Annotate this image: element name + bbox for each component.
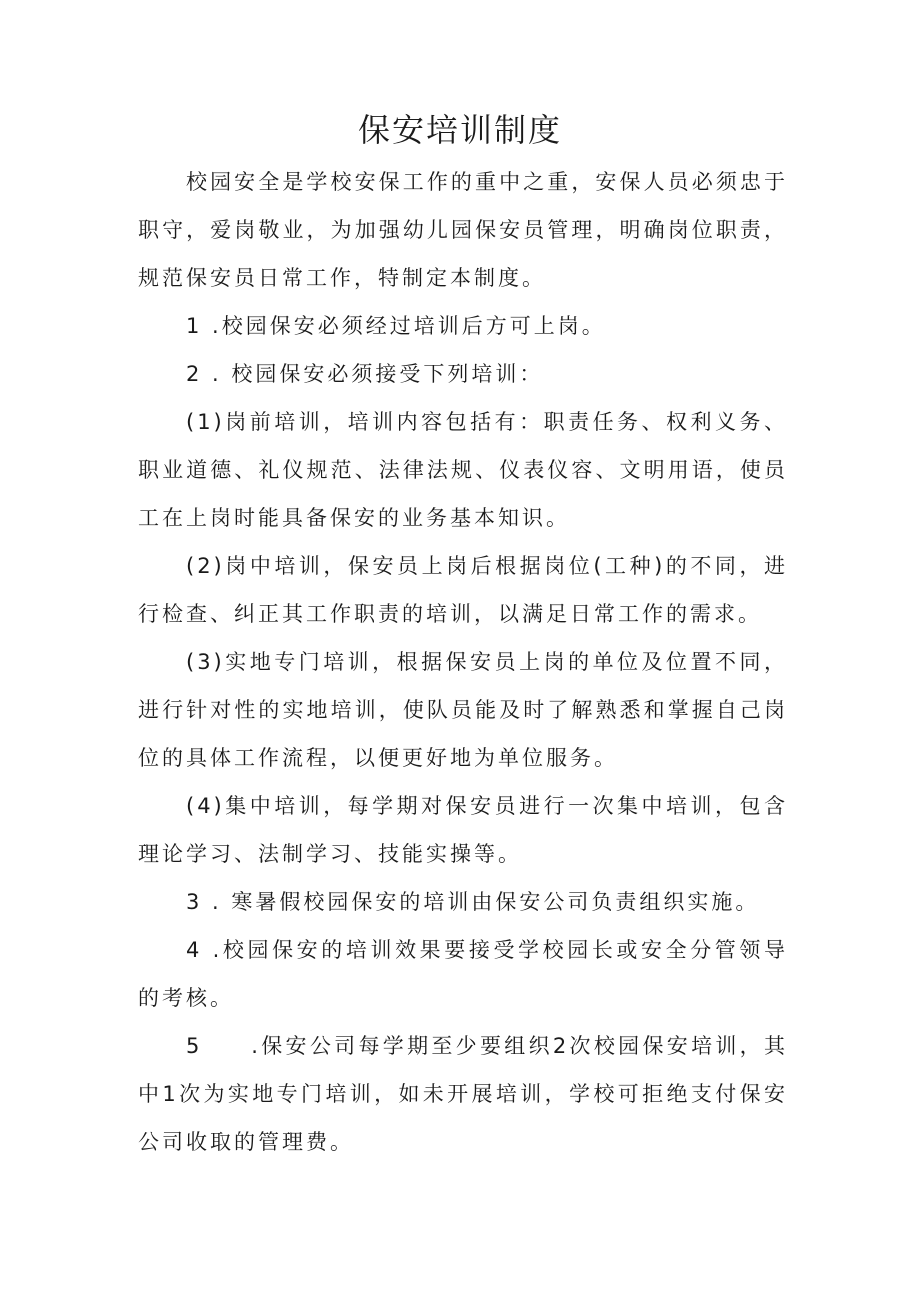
document-body [138,158,788,1166]
intro-paragraph: 校园安全是学校安保工作的重中之重，安保人员必须忠于职守，爱岗敬业，为加强幼儿园保安员管理，明确岗位职责，规范保安员日常工作，特制定本制度。 [138,170,788,290]
page-title: 保安培训制度 [357,111,562,149]
rule-4: 4 .校园保安的培训效果要接受学校园长或安全分管领导的考核。 [138,938,788,1010]
rule-2-item-2: (2)岗中培训，保安员上岗后根据岗位(工种)的不同，进行检查、纠正其工作职责的培训，以满足日常工作的需求。 [138,554,788,626]
rule-3: 3 . 寒暑假校园保安的培训由保安公司负责组织实施。 [186,890,760,914]
rule-2-item-1: (1)岗前培训，培训内容包括有：职责任务、权利义务、职业道德、礼仪规范、法律法规、仪表仪容、文明用语，使员工在上岗时能具备保安的业务基本知识。 [138,410,788,530]
rule-2-item-3: (3)实地专门培训，根据保安员上岗的单位及位置不同，进行针对性的实地培训，使队员能及时了解熟悉和掌握自己岗位的具体工作流程，以便更好地为单位服务。 [138,650,788,770]
rule-5: 5 .保安公司每学期至少要组织2次校园保安培训，其中1次为实地专门培训，如未开展培训，学校可拒绝支付保安公司收取的管理费。 [138,1034,788,1154]
rule-2-item-4: (4)集中培训，每学期对保安员进行一次集中培训，包含理论学习、法制学习、技能实操等。 [138,794,788,866]
rule-2: 2 . 校园保安必须接受下列培训： [186,362,544,386]
rule-1: 1 .校园保安必须经过培训后方可上岗。 [186,314,606,338]
